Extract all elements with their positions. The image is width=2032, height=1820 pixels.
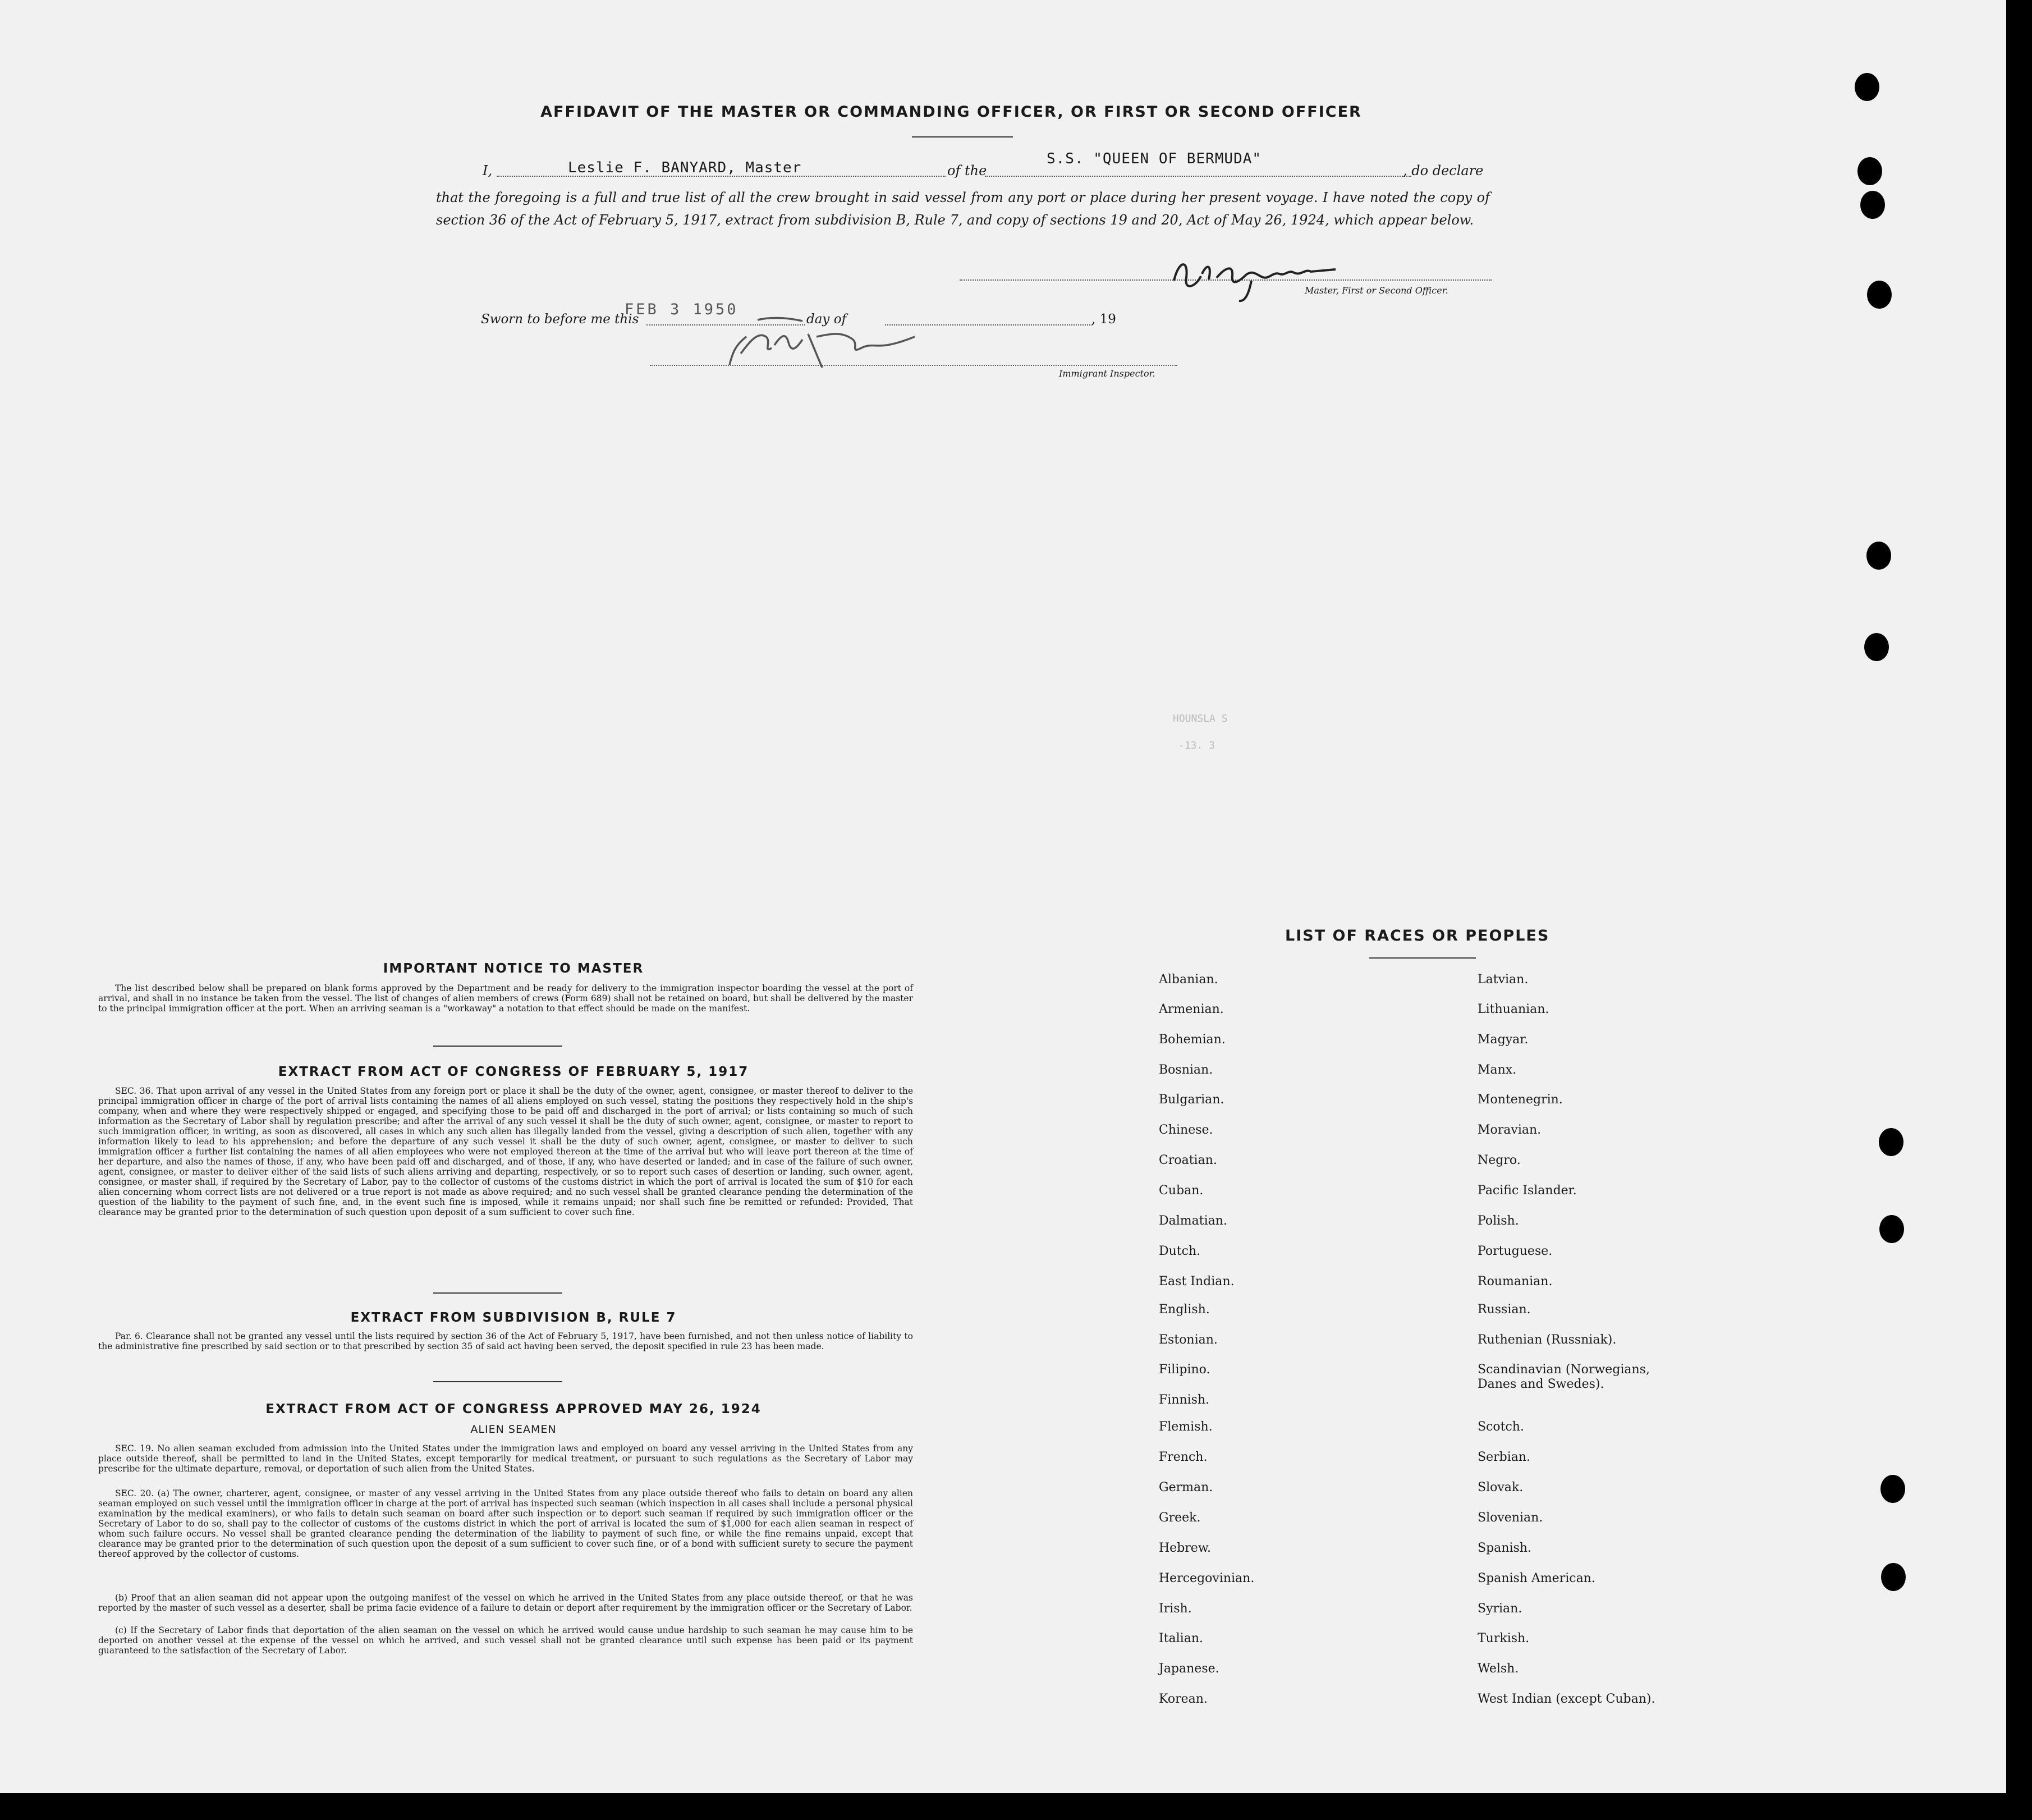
race-item: Negro. (1478, 1153, 1521, 1167)
race-item: Turkish. (1478, 1631, 1530, 1645)
punch-hole (1860, 191, 1885, 219)
sworn-label: Sworn to before me this (481, 312, 639, 327)
divider (433, 1046, 562, 1047)
race-item: Bulgarian. (1159, 1093, 1224, 1107)
punch-hole (1866, 542, 1891, 570)
inspector-signature (718, 314, 920, 376)
race-item: Croatian. (1159, 1153, 1217, 1167)
race-item: English. (1159, 1303, 1210, 1317)
race-item: Filipino. (1159, 1363, 1210, 1377)
punch-hole (1879, 1215, 1904, 1243)
race-item: Finnish. (1159, 1393, 1210, 1407)
race-item: Dalmatian. (1159, 1214, 1227, 1228)
race-item: Scandinavian (Norwegians, Danes and Swedes). (1478, 1363, 1650, 1391)
extract-1924-subtitle: ALIEN SEAMEN (470, 1423, 557, 1436)
affidavit-i-label: I, (483, 163, 493, 178)
race-item: Spanish American. (1478, 1571, 1595, 1585)
extract-1917-title: EXTRACT FROM ACT OF CONGRESS OF FEBRUARY 5, 1917 (278, 1065, 749, 1079)
race-item: Cuban. (1159, 1184, 1204, 1198)
race-item: Bohemian. (1159, 1033, 1226, 1047)
race-item: Montenegrin. (1478, 1093, 1563, 1107)
race-item: Dutch. (1159, 1244, 1201, 1258)
notice-title: IMPORTANT NOTICE TO MASTER (383, 961, 644, 976)
race-item: Roumanian. (1478, 1275, 1553, 1289)
race-item: Flemish. (1159, 1420, 1213, 1434)
race-item: Chinese. (1159, 1123, 1213, 1137)
extract-rule7-body: Par. 6. Clearance shall not be granted any vessel until the lists required by section 36 of the Act of February 5, 1917, have been furnished, and not then unless notice of liability to the administrative fine prescribed by said section or to that prescribed by section 35 of said act having been served, the deposit specified in rule 23 has been made. (98, 1331, 913, 1351)
divider (433, 1381, 562, 1382)
date-stamp: FEB 3 1950 (625, 301, 739, 318)
day-of-label: day of (806, 312, 847, 327)
divider (1369, 957, 1476, 959)
punch-hole (1879, 1128, 1903, 1156)
race-item: Lithuanian. (1478, 1002, 1549, 1016)
race-item: Serbian. (1478, 1450, 1531, 1464)
race-item: East Indian. (1159, 1275, 1235, 1289)
punch-hole (1855, 73, 1879, 101)
race-item: Spanish. (1478, 1541, 1531, 1555)
punch-hole (1864, 633, 1889, 661)
race-item: Hebrew. (1159, 1541, 1212, 1555)
race-item: French. (1159, 1450, 1208, 1464)
race-item: Scotch. (1478, 1420, 1524, 1434)
affidavit-body: that the foregoing is a full and true list of all the crew brought in said vessel from any port or place during her present voyage. I have noted the copy of section 36 of the Act of February 5, 1917, extract from subdivision B, Rule 7, and copy of sections 19 and 20, Act of May 26, 1924, which appear below. (436, 190, 1490, 228)
race-item: Korean. (1159, 1692, 1208, 1706)
races-title: LIST OF RACES OR PEOPLES (1285, 927, 1550, 945)
of-the-label: of the (947, 163, 987, 178)
race-item: Polish. (1478, 1214, 1519, 1228)
divider (433, 1292, 562, 1294)
extract-rule7-title: EXTRACT FROM SUBDIVISION B, RULE 7 (350, 1310, 677, 1325)
extract-1924-title: EXTRACT FROM ACT OF CONGRESS APPROVED MAY 26, 1924 (265, 1402, 762, 1416)
race-item: West Indian (except Cuban). (1478, 1692, 1655, 1706)
race-item: Greek. (1159, 1511, 1201, 1525)
notice-body: The list described below shall be prepared on blank forms approved by the Department and be ready for delivery to the immigration inspector boarding the vessel at the port of arrival, and shall in no instance be taken from the vessel. The list of changes of alien members of crews (Form 689) shall not be retained on board, but shall be delivered by the master to the principal immigration officer at the port. When an arriving seaman is a "workaway" a notation to that effect should be made on the manifest. (98, 983, 913, 1014)
master-name: Leslie F. BANYARD, Master (568, 159, 802, 176)
vessel-blank (985, 176, 1411, 177)
race-item: Portuguese. (1478, 1244, 1553, 1258)
affidavit-title: AFFIDAVIT OF THE MASTER OR COMMANDING OFFICER, OR FIRST OR SECOND OFFICER (540, 103, 1362, 121)
bleed-through-mark: -13. 3 (1178, 740, 1215, 751)
bleed-through-mark: HOUNSLA S (1173, 713, 1228, 725)
master-signature-caption: Master, First or Second Officer. (1305, 285, 1448, 296)
extract-1924-sec20a: SEC. 20. (a) The owner, charterer, agent, consignee, or master of any vessel arriving in the United States from any place outside thereof who fails to detain on board any alien seaman employed on such vessel until the immigration officer in charge at the port of arrival has inspected such seaman (which inspection in all cases shall include a personal physical examination by the medical examiners), or who fails to detain such seaman on board after such inspection or to deport such seaman if required by such immigration officer or the Secretary of Labor to do so, shall pay to the collector of customs of the customs district in which the port of arrival is located the sum of $1,000 for each alien seaman in respect of whom such failure occurs. No vessel shall be granted clearance pending the determination of the liability to payment of such fine, or while the fine remains unpaid, except that clearance may be granted prior to the determination of such question upon the deposit of a sum sufficient to cover such fine, or of a bond with sufficient surety to secure the payment thereof approved by the collector of customs. (98, 1488, 913, 1559)
race-item: Estonian. (1159, 1333, 1218, 1347)
race-item: Pacific Islander. (1478, 1184, 1577, 1198)
race-item: Slovenian. (1478, 1511, 1543, 1525)
punch-hole (1857, 157, 1882, 185)
race-item: Slovak. (1478, 1480, 1524, 1494)
race-item: Armenian. (1159, 1002, 1224, 1016)
race-item: Hercegovinian. (1159, 1571, 1255, 1585)
extract-1924-sec19: SEC. 19. No alien seaman excluded from admission into the United States under the immigration laws and employed on board any vessel arriving in the United States from any place outside thereof, shall be permitted to land in the United States, except temporarily for medical treatment, or pursuant to such regulations as the Secretary of Labor may prescribe for the ultimate departure, removal, or deportation of such alien from the United States. (98, 1443, 913, 1474)
race-item: Bosnian. (1159, 1063, 1213, 1077)
vessel-name: S.S. "QUEEN OF BERMUDA" (1047, 150, 1262, 167)
race-item: Irish. (1159, 1602, 1192, 1616)
divider (912, 136, 1013, 137)
race-item: Syrian. (1478, 1602, 1522, 1616)
race-item: German. (1159, 1480, 1213, 1494)
extract-1924-sec20c: (c) If the Secretary of Labor finds that deportation of the alien seaman on the vessel on which he arrived would cause undue hardship to such seaman he may cause him to be deported on another vessel at the expense of the vessel on which he arrived, and such vessel shall not be granted clearance until such expense has been paid or its payment guaranteed to the satisfaction of the Secretary of Labor. (98, 1625, 913, 1656)
inspector-line (650, 365, 1177, 366)
race-item: Ruthenian (Russniak). (1478, 1333, 1617, 1347)
race-item: Italian. (1159, 1631, 1203, 1645)
race-item: Russian. (1478, 1303, 1531, 1317)
race-item: Magyar. (1478, 1033, 1529, 1047)
do-declare-label: , do declare (1403, 163, 1484, 178)
year-label: , 19 (1091, 312, 1116, 327)
race-item: Albanian. (1159, 973, 1218, 987)
race-item: Welsh. (1478, 1662, 1519, 1676)
extract-1924-sec20b: (b) Proof that an alien seaman did not appear upon the outgoing manifest of the vessel on which he arrived in the United States from any place outside thereof, or that he was reported by the master of such vessel as a deserter, shall be prima facie evidence of a failure to detain or deport after requirement by the immigration officer or the Secretary of Labor. (98, 1593, 913, 1613)
inspector-caption: Immigrant Inspector. (1059, 368, 1155, 379)
punch-hole (1880, 1475, 1905, 1503)
race-item: Latvian. (1478, 973, 1529, 987)
race-item: Japanese. (1159, 1662, 1219, 1676)
punch-hole (1881, 1563, 1906, 1591)
race-item: Manx. (1478, 1063, 1517, 1077)
extract-1917-body: SEC. 36. That upon arrival of any vessel in the United States from any foreign port or place it shall be the duty of the owner, agent, consignee, or master thereof to deliver to the principal immigration officer in charge of the port of arrival lists containing the names of all aliens employed on such vessel, stating the positions they respectively hold in the ship's company, when and where they were respectively shipped or engaged, and specifying those to be paid off and discharged in the port of arrival; or lists containing so much of such information as the Secretary of Labor shall by regulation prescribe; and after the arrival of any such vessel it shall be the duty of such owner, agent, consignee, or master to report to such immigration officer, in writing, as soon as discovered, all cases in which any such alien has illegally landed from the vessel, giving a description of such alien, together with any information likely to lead to his apprehension; and before the departure of any such vessel it shall be the duty of such owner, agent, consignee, or master to deliver to such immigration officer a further list containing the names of all alien employees who were not employed thereon at the time of the arrival but who will leave port thereon at the time of her departure, and also the names of those, if any, who have been paid off and discharged, and of those, if any, who have deserted or landed; and in case of the failure of such owner, agent, consignee, or master to deliver either of the said lists of such aliens arriving and departing, respectively, or so to report such cases of desertion or landing, such owner, agent, consignee, or master shall, if required by the Secretary of Labor, pay to the collector of customs of the customs district in which the port of arrival is located the sum of $10 for each alien concerning whom correct lists are not delivered or a true report is not made as above required; and no such vessel shall be granted clearance pending the determination of the question of the liability to the payment of such fine, and, in the event such fine is imposed, while it remains unpaid; nor shall such fine be remitted or refunded: Provided, That clearance may be granted prior to the determination of such question upon deposit of a sum sufficient to cover such fine. (98, 1086, 913, 1217)
race-item: Moravian. (1478, 1123, 1542, 1137)
punch-hole (1867, 281, 1892, 309)
